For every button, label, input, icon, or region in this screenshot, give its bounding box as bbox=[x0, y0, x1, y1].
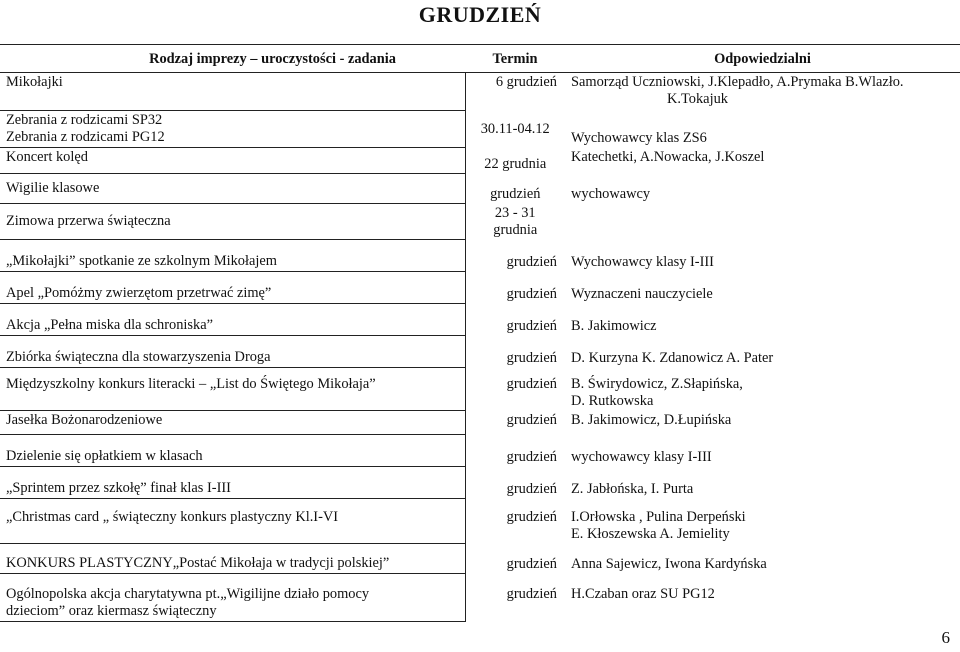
responsible-line-2: D. Rutkowska bbox=[571, 392, 654, 409]
table-row bbox=[0, 174, 960, 204]
responsible-line: I.Orłowska , Pulina Derpeński bbox=[571, 508, 746, 525]
event-cell: Zbiórka świąteczna dla stowarzyszenia Droga bbox=[0, 336, 465, 368]
responsible-cell: Wychowawcy klasy I-III bbox=[571, 253, 714, 270]
table-row bbox=[0, 336, 960, 368]
term-cell: grudzień bbox=[506, 253, 557, 270]
responsible-cell: Katechetki, A.Nowacka, J.Koszel bbox=[571, 148, 765, 165]
event-cell: Zimowa przerwa świąteczna bbox=[0, 204, 465, 240]
responsible-cell: D. Kurzyna K. Zdanowicz A. Pater bbox=[571, 349, 774, 366]
responsible-cell bbox=[565, 73, 960, 111]
table-row bbox=[0, 272, 960, 304]
page-number: 6 bbox=[941, 628, 950, 647]
events-table bbox=[0, 46, 960, 622]
event-cell: Jasełka Bożonarodzeniowe bbox=[0, 411, 465, 435]
term-cell: grudzień bbox=[506, 585, 557, 602]
term-cell: grudzień bbox=[506, 555, 557, 572]
table-row bbox=[0, 435, 960, 467]
table-row bbox=[0, 73, 960, 111]
event-line-2: Zebrania z rodzicami PG12 bbox=[6, 129, 165, 145]
event-cell: Wigilie klasowe bbox=[0, 174, 465, 204]
term-cell: grudzień bbox=[490, 185, 541, 202]
table-row bbox=[0, 411, 960, 435]
header-term: Termin bbox=[465, 46, 565, 73]
responsible-cell bbox=[565, 499, 960, 544]
responsible-cell: Anna Sajewicz, Iwona Kardyńska bbox=[571, 555, 767, 572]
event-line: Ogólnopolska akcja charytatywna pt.„Wigilijne działo pomocy bbox=[6, 586, 370, 602]
term-cell: grudzień bbox=[506, 480, 557, 497]
responsible-cell: B. Jakimowicz bbox=[571, 317, 657, 334]
term-cell: 6 grudzień bbox=[495, 74, 557, 90]
event-cell: KONKURS PLASTYCZNY„Postać Mikołaja w tradycji polskiej” bbox=[0, 544, 465, 574]
event-cell: „Sprintem przez szkołę” finał klas I-III bbox=[0, 467, 465, 499]
table-row bbox=[0, 304, 960, 336]
responsible-line-2: E. Kłoszewska A. Jemielity bbox=[571, 525, 730, 542]
responsible-line: B. Świrydowicz, Z.Słapińska, bbox=[571, 375, 743, 392]
responsible-cell: B. Jakimowicz, D.Łupińska bbox=[571, 411, 732, 428]
responsible-cell: Wyznaczeni nauczyciele bbox=[571, 285, 713, 302]
responsible-cell bbox=[565, 368, 960, 411]
table-row bbox=[0, 499, 960, 544]
responsible-cell: Z. Jabłońska, I. Purta bbox=[571, 480, 694, 497]
event-cell: „Christmas card „ świąteczny konkurs plastyczny Kl.I-VI bbox=[0, 499, 465, 544]
page-title: GRUDZIEŃ bbox=[418, 2, 542, 27]
event-cell: Koncert kolęd bbox=[0, 148, 465, 174]
event-line-2: dzieciom” oraz kiermasz świąteczny bbox=[6, 603, 217, 619]
term-cell: grudzień bbox=[506, 285, 557, 302]
table-row bbox=[0, 204, 960, 240]
header-responsible: Odpowiedzialni bbox=[565, 46, 960, 73]
table-row bbox=[0, 111, 960, 148]
responsible-cell: wychowawcy bbox=[571, 185, 651, 202]
event-cell: Międzyszkolny konkurs literacki – „List do Świętego Mikołaja” bbox=[0, 368, 465, 411]
responsible-line-2: K.Tokajuk bbox=[667, 91, 728, 107]
table-row bbox=[0, 574, 960, 622]
table-row bbox=[0, 368, 960, 411]
term-cell: grudzień bbox=[506, 375, 557, 392]
responsible-cell bbox=[565, 204, 960, 240]
term-cell: grudzień bbox=[506, 448, 557, 465]
event-cell bbox=[0, 574, 465, 622]
header-event: Rodzaj imprezy – uroczystości - zadania bbox=[0, 46, 465, 73]
responsible-cell: H.Czaban oraz SU PG12 bbox=[571, 585, 715, 602]
table-row bbox=[0, 467, 960, 499]
term-cell: 22 grudnia bbox=[484, 155, 547, 172]
term-cell: 30.11-04.12 bbox=[480, 120, 550, 137]
event-cell: Mikołajki bbox=[0, 73, 465, 111]
term-cell: grudzień bbox=[506, 317, 557, 334]
event-cell: „Mikołajki” spotkanie ze szkolnym Mikołajem bbox=[0, 240, 465, 272]
responsible-line: Samorząd Uczniowski, J.Klepadło, A.Prymaka B.Wlazło. bbox=[571, 74, 904, 90]
responsible-cell: Wychowawcy klas ZS6 bbox=[571, 129, 707, 146]
event-cell: Apel „Pomóżmy zwierzętom przetrwać zimę” bbox=[0, 272, 465, 304]
responsible-cell: wychowawcy klasy I-III bbox=[571, 448, 712, 465]
table-row bbox=[0, 544, 960, 574]
term-cell: 23 - 31 grudnia bbox=[493, 204, 538, 238]
table-row bbox=[0, 240, 960, 272]
term-cell: grudzień bbox=[506, 349, 557, 366]
event-cell: Akcja „Pełna miska dla schroniska” bbox=[0, 304, 465, 336]
event-cell bbox=[0, 111, 465, 148]
term-cell: grudzień bbox=[506, 508, 557, 525]
table-row bbox=[0, 148, 960, 174]
top-rule bbox=[0, 44, 960, 45]
term-cell: grudzień bbox=[506, 411, 557, 428]
event-cell: Dzielenie się opłatkiem w klasach bbox=[0, 435, 465, 467]
header-row bbox=[0, 46, 960, 73]
event-line: Zebrania z rodzicami SP32 bbox=[6, 112, 163, 128]
